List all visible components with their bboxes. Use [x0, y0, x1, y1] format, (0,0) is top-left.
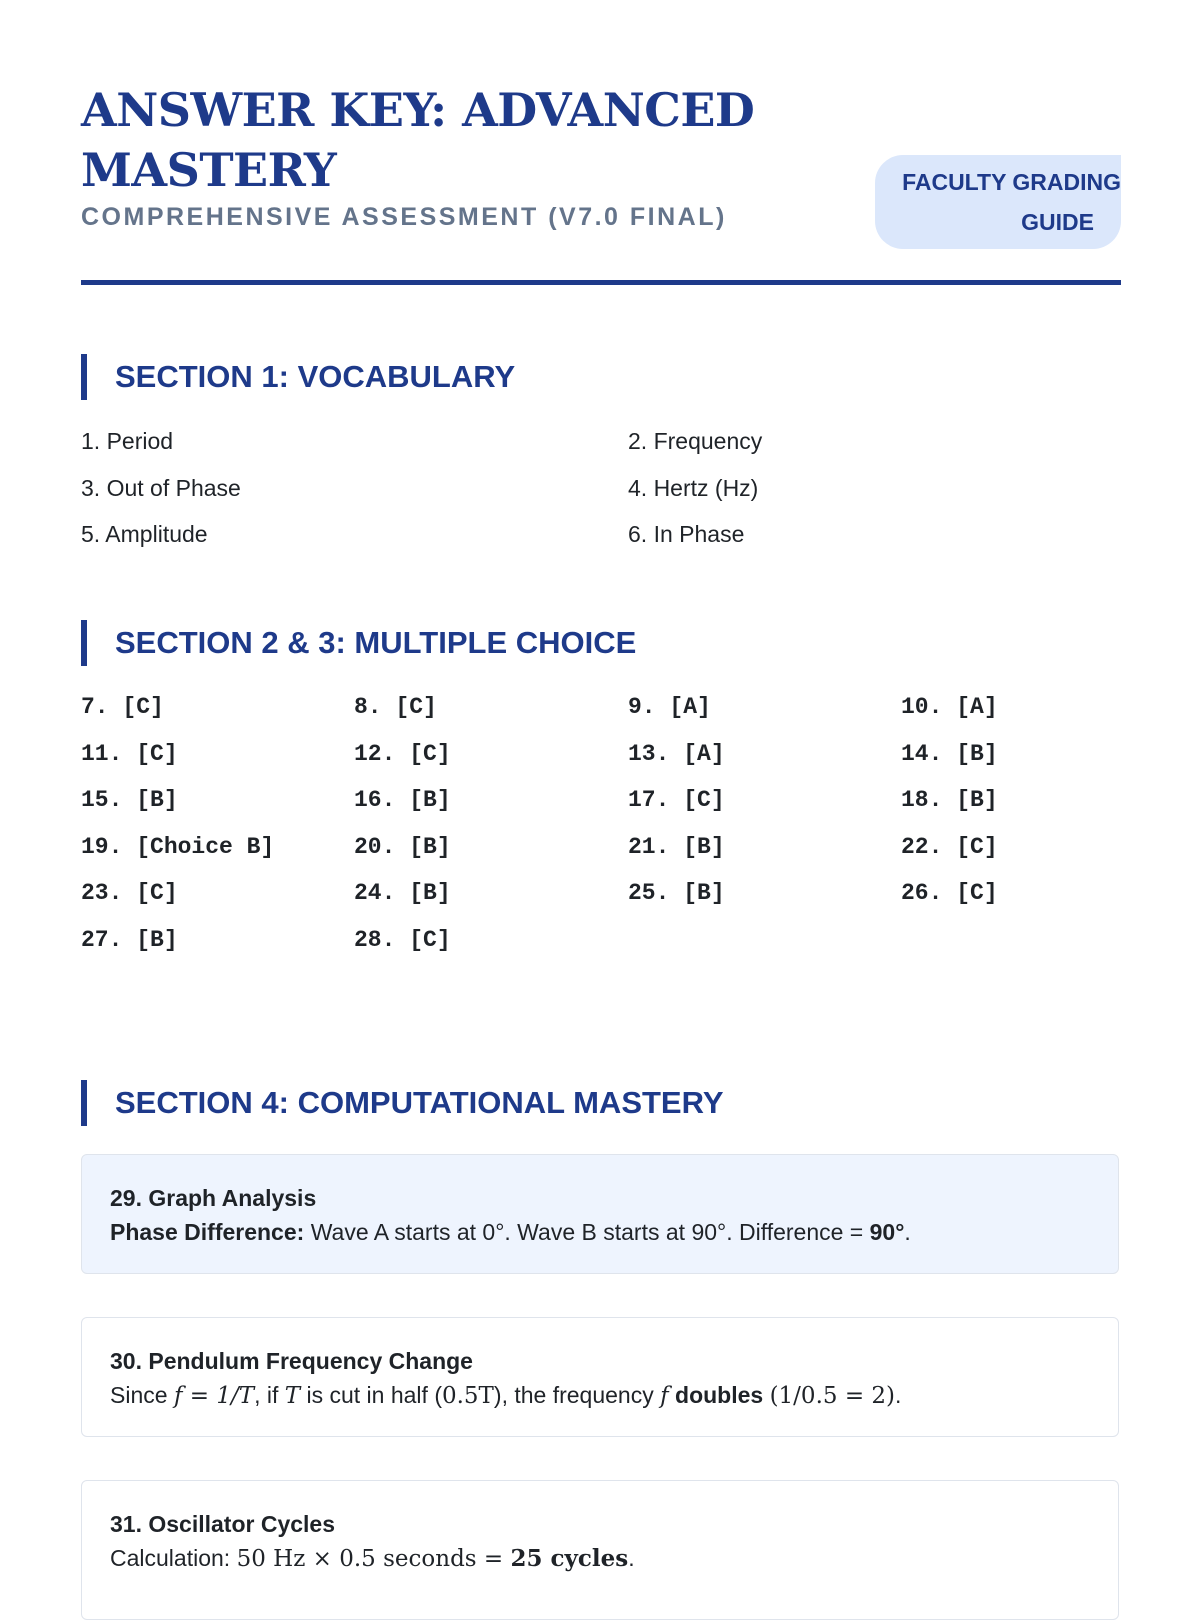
mc-answer: 13. [A] — [628, 740, 725, 767]
question-29-title: 29. Graph Analysis — [110, 1185, 317, 1211]
mc-answer: 20. [B] — [354, 833, 451, 860]
q30-answer: doubles — [675, 1382, 764, 1408]
section-4-title: SECTION 4: COMPUTATIONAL MASTERY — [81, 1080, 724, 1126]
section-1-title: SECTION 1: VOCABULARY — [81, 354, 515, 400]
q29-end: . — [904, 1219, 911, 1245]
q31-math-1: 50 Hz × 0.5 seconds = — [236, 1546, 511, 1572]
q29-answer: 90° — [869, 1219, 905, 1245]
q29-text: Wave A starts at 0°. Wave B starts at 90°. Difference = — [304, 1219, 870, 1245]
badge-line-1: FACULTY GRADING — [902, 169, 1121, 195]
mc-answer: 14. [B] — [901, 740, 998, 767]
q30-text-3: is cut in half ( — [300, 1382, 442, 1408]
mc-answer: 16. [B] — [354, 787, 451, 814]
mc-answer: 26. [C] — [901, 880, 998, 907]
mc-answer: 22. [C] — [901, 833, 998, 860]
mc-answer: 10. [A] — [901, 694, 998, 720]
vocab-item: 4. Hertz (Hz) — [628, 474, 759, 501]
vocab-item: 2. Frequency — [628, 428, 763, 454]
mc-answer: 15. [B] — [81, 787, 178, 814]
mc-answer: 11. [C] — [81, 740, 178, 767]
header-divider — [81, 280, 1121, 285]
faculty-badge — [875, 155, 1121, 249]
answer-key-page — [81, 80, 1121, 1572]
mc-answer: 24. [B] — [354, 880, 451, 907]
question-31-card — [81, 1480, 1119, 1620]
mc-answer: 7. [C] — [81, 694, 164, 720]
question-31-body — [110, 1541, 1090, 1576]
mc-answer: 27. [B] — [81, 926, 178, 953]
mc-answer: 9. [A] — [628, 694, 711, 720]
phase-difference-label: Phase Difference: — [110, 1219, 305, 1245]
mc-answer: 8. [C] — [354, 694, 437, 720]
question-30-body — [110, 1378, 1090, 1413]
q30-math-5: (1/0.5 = 2) — [769, 1383, 896, 1409]
q30-text-4: ), the frequency — [493, 1382, 661, 1408]
q30-text-2: , if — [254, 1382, 285, 1408]
mc-answer: 12. [C] — [354, 740, 451, 767]
page-title: ANSWER KEY: ADVANCED MASTERY — [81, 83, 755, 197]
question-29-body — [110, 1215, 1090, 1249]
multiple-choice-grid — [81, 684, 1121, 964]
header — [81, 80, 1121, 285]
q31-answer: 25 cycles — [510, 1545, 629, 1572]
q30-math-2: T — [284, 1383, 301, 1409]
vocab-item: 1. Period — [81, 428, 174, 454]
q30-math-4: f — [660, 1383, 669, 1409]
question-29-card — [81, 1154, 1119, 1274]
question-30-title: 30. Pendulum Frequency Change — [110, 1348, 473, 1374]
vocab-item: 3. Out of Phase — [81, 474, 241, 501]
q31-end: . — [628, 1545, 635, 1571]
q30-end: . — [895, 1382, 902, 1408]
mc-answer: 17. [C] — [628, 787, 725, 814]
vocab-item: 5. Amplitude — [81, 521, 208, 547]
mc-answer: 19. [Choice B] — [81, 833, 275, 860]
q30-math-1: f = 1/T — [173, 1383, 255, 1409]
question-30-card — [81, 1317, 1119, 1437]
q31-text-1: Calculation: — [110, 1545, 237, 1571]
question-31-title: 31. Oscillator Cycles — [110, 1511, 336, 1537]
q30-text-1: Since — [110, 1382, 174, 1408]
badge-line-2: GUIDE — [1021, 209, 1094, 235]
mc-answer: 21. [B] — [628, 833, 725, 860]
page-subtitle: COMPREHENSIVE ASSESSMENT (V7.0 FINAL) — [81, 203, 727, 231]
section-2-3-title: SECTION 2 & 3: MULTIPLE CHOICE — [81, 620, 636, 666]
mc-answer: 25. [B] — [628, 880, 725, 907]
vocabulary-list — [81, 418, 1121, 558]
q30-math-3: 0.5T — [441, 1383, 494, 1409]
vocab-item: 6. In Phase — [628, 521, 745, 547]
mc-answer: 18. [B] — [901, 787, 998, 814]
mc-answer: 28. [C] — [354, 926, 451, 953]
mc-answer: 23. [C] — [81, 880, 178, 907]
